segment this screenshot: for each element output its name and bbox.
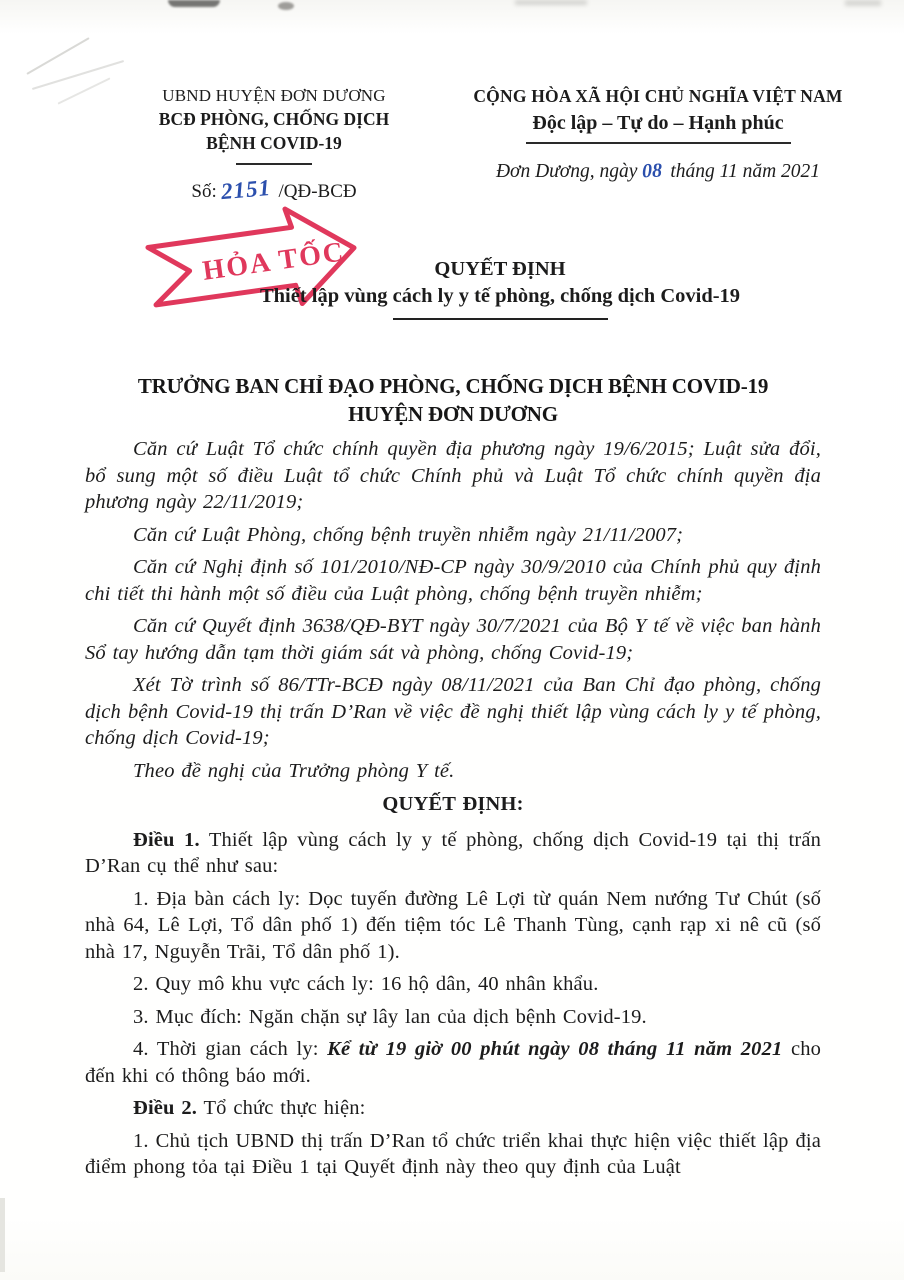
item-4-prefix: 4. Thời gian cách ly:	[133, 1038, 328, 1060]
preamble-paragraph: Theo đề nghị của Trưởng phòng Y tế.	[133, 759, 455, 782]
doc-number-suffix: /QĐ-BCĐ	[278, 181, 357, 202]
national-motto: Độc lập – Tự do – Hạnh phúc	[532, 112, 784, 134]
article-2-intro	[85, 1095, 821, 1122]
article-1-intro	[85, 827, 821, 880]
pencil-scribble	[57, 77, 110, 104]
item-4-time-emphasis: Kể từ 19 giờ 00 phút ngày 08 tháng 11 năm 2021	[327, 1038, 783, 1060]
preamble-paragraph: Căn cứ Luật Tổ chức chính quyền địa phương ngày 19/6/2015; Luật sửa đổi, bổ sung một số điều Luật tổ chức Chính phủ và Luật Tổ chức chính quyền địa phương ngày 22/11/2019;	[85, 438, 821, 513]
document-title	[185, 256, 815, 320]
country-name: CỘNG HÒA XÃ HỘI CHỦ NGHĨA VIỆT NAM	[473, 86, 843, 106]
pencil-scribble	[26, 37, 89, 75]
authority-heading	[85, 372, 821, 428]
article-2-text: Tổ chức thực hiện:	[197, 1097, 366, 1119]
place-date-line	[448, 160, 868, 183]
national-header-block	[448, 84, 868, 183]
authority-line1: TRƯỞNG BAN CHỈ ĐẠO PHÒNG, CHỐNG DỊCH BỆNH COVID-19	[137, 374, 769, 398]
article-1-item-3: 3. Mục đích: Ngăn chặn sự lây lan của dịch bệnh Covid-19.	[133, 1005, 647, 1028]
authority-line2: HUYỆN ĐƠN DƯƠNG	[348, 402, 558, 426]
article-2-item-1: 1. Chủ tịch UBND thị trấn D’Ran tổ chức triển khai thực hiện việc thiết lập địa điểm phong tỏa tại Điều 1 tại Quyết định này theo quy định của Luật	[85, 1129, 821, 1178]
scan-edge-artifact	[0, 1198, 5, 1272]
article-1-item-4	[85, 1036, 821, 1089]
title-underline	[393, 318, 608, 320]
item-4-suffix: cho đến khi có thông báo mới.	[85, 1038, 821, 1087]
article-1-label: Điều 1.	[133, 828, 200, 851]
title-subject: Thiết lập vùng cách ly y tế phòng, chống dịch Covid-19	[259, 285, 741, 307]
title-line: QUYẾT ĐỊNH	[434, 258, 566, 280]
org-name-line3: BỆNH COVID-19	[206, 133, 342, 153]
org-name-line1: UBND HUYỆN ĐƠN DƯƠNG	[162, 86, 386, 105]
preamble-paragraph: Căn cứ Nghị định số 101/2010/NĐ-CP ngày 30/9/2010 của Chính phủ quy định chi tiết thi hành một số điều của Luật phòng, chống bệnh truyền nhiễm;	[85, 556, 821, 605]
scan-smudge	[278, 2, 294, 10]
preamble-section	[85, 436, 821, 784]
doc-number-handwritten: 2151	[219, 174, 272, 205]
motto-divider	[526, 142, 791, 144]
org-name-line2: BCĐ PHÒNG, CHỐNG DỊCH	[158, 109, 390, 129]
scan-smudge	[515, 0, 587, 5]
preamble-paragraph: Căn cứ Quyết định 3638/QĐ-BYT ngày 30/7/2021 của Bộ Y tế về việc ban hành Sổ tay hướng dẫn tạm thời giám sát và phòng, chống Covid-19;	[85, 615, 821, 664]
article-1-item-2: 2. Quy mô khu vực cách ly: 16 hộ dân, 40 nhân khẩu.	[133, 973, 599, 995]
doc-number-line	[128, 174, 420, 205]
urgent-stamp-label: HỎA TỐC	[200, 236, 348, 287]
preamble-paragraph: Căn cứ Luật Phòng, chống bệnh truyền nhiễm ngày 21/11/2007;	[133, 523, 684, 546]
scan-smudge	[845, 0, 881, 6]
article-2-label: Điều 2.	[133, 1097, 198, 1119]
pencil-scribble	[32, 60, 124, 90]
article-1-text: Thiết lập vùng cách ly y tế phòng, chống dịch Covid-19 tại thị trấn D’Ran cụ thể như sau:	[85, 828, 821, 877]
date-day-handwritten: 08	[641, 159, 663, 183]
place-date-prefix: Đơn Dương, ngày	[495, 161, 638, 182]
doc-number-prefix: Số:	[191, 181, 217, 202]
scan-smudge	[168, 0, 220, 7]
document-body	[85, 436, 821, 1187]
org-divider	[236, 163, 312, 165]
issuing-org-block	[128, 84, 420, 203]
decision-heading: QUYẾT ĐỊNH:	[382, 793, 524, 815]
article-1-item-1: 1. Địa bàn cách ly: Dọc tuyến đường Lê Lợi từ quán Nem nướng Tư Chút (số nhà 64, Lê Lợi, Tổ dân phố 1) đến tiệm tóc Lê Thanh Tùng, cạnh rạp xi nê cũ (số nhà 17, Nguyễn Trãi, Tổ dân phố 1).	[85, 887, 821, 963]
preamble-paragraph: Xét Tờ trình số 86/TTr-BCĐ ngày 08/11/2021 của Ban Chỉ đạo phòng, chống dịch bệnh Covid-19 thị trấn D’Ran về việc đề nghị thiết lập vùng cách ly y tế phòng, chống dịch Covid-19;	[85, 674, 821, 749]
place-date-suffix: tháng 11 năm 2021	[670, 161, 821, 182]
